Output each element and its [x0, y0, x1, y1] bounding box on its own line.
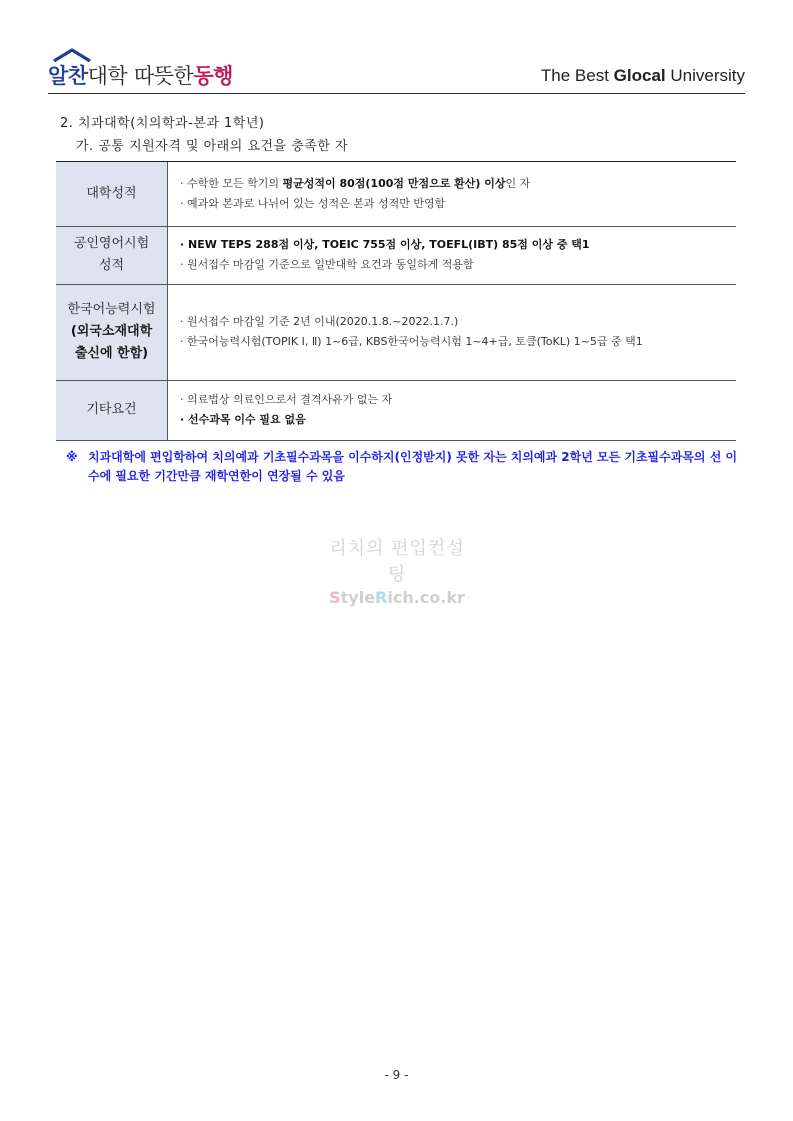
table-row-english [56, 226, 736, 284]
english-label-line1: 공인영어시험 [73, 236, 150, 251]
grades-line-2: · 예과와 본과로 나뉘어 있는 성적은 본과 성적만 반영함 [180, 196, 446, 210]
other-line-1: · 의료법상 의료인으로서 결격사유가 없는 자 [180, 393, 393, 406]
logo-part1: 알찬 [48, 64, 88, 88]
english-line-1: · NEW TEPS 288점 이상, TOEIC 755점 이상, TOEFL(IBT) 85점 이상 중 택1 [180, 238, 590, 251]
dental-note [66, 448, 742, 486]
english-line-2: · 원서접수 마감일 기준으로 일반대학 요건과 동일하게 적용함 [180, 258, 474, 271]
row-content-english [168, 226, 737, 284]
english-label-line2: 성적 [98, 258, 125, 273]
logo-part3: 따뜻한 [133, 64, 194, 88]
table-row-other [56, 380, 736, 440]
logo-part2: 대학 [87, 64, 128, 88]
note-text: 치과대학에 편입학하여 치의예과 기초필수과목을 이수하지(인정받지) 못한 자는 치의예과 2학년 모든 기초필수과목의 선 이수에 필요한 기간만큼 재학연한이 연장될 수 있음 [88, 450, 738, 483]
page-number: - 9 - [384, 1068, 409, 1082]
korean-label-line3: 출신에 한함) [74, 346, 149, 361]
section-title: 2. 치과대학(치의학과-본과 1학년) [60, 116, 265, 131]
header-divider [48, 93, 745, 94]
grades-line1-pre: · 수학한 모든 학기의 [180, 176, 283, 190]
row-content-korean [168, 284, 737, 380]
watermark-r: R [375, 588, 388, 607]
logo-part4: 동행 [193, 64, 233, 88]
logo-text [48, 60, 233, 90]
watermark-rest: ich.co.kr [387, 588, 465, 607]
requirements-table [56, 162, 736, 441]
row-content-grades [168, 162, 737, 226]
watermark-domain [322, 588, 472, 607]
korean-label-line1: 한국어능력시험 [67, 302, 156, 317]
grades-line-1 [180, 174, 736, 194]
korean-label-line2: (외국소재대학 [70, 324, 153, 339]
row-content-other [168, 380, 737, 440]
tagline-pre: The Best [540, 66, 614, 85]
korean-line-2: · 한국어능력시험(TOPIK Ⅰ, Ⅱ) 1~6급, KBS한국어능력시험 1~4+급, 토클(ToKL) 1~5급 중 택1 [180, 335, 643, 348]
korean-line-1: · 원서접수 마감일 기준 2년 이내(2020.1.8.~2022.1.7.) [180, 315, 459, 328]
university-tagline [541, 66, 745, 86]
watermark-tyle: tyle [340, 588, 376, 607]
section-subtitle: 가. 공통 지원자격 및 아래의 요건을 충족한 자 [76, 139, 349, 154]
row-label-korean [56, 284, 168, 380]
page-header [0, 0, 793, 96]
table-row-grades [56, 162, 736, 226]
watermark-korean: 리치의 편입컨설팅 [329, 538, 465, 585]
note-mark: ※ [66, 450, 78, 464]
row-label-english [56, 226, 168, 284]
watermark-s: S [329, 588, 341, 607]
table-row-korean [56, 284, 736, 380]
row-label-other: 기타요건 [56, 380, 168, 440]
watermark [322, 534, 472, 607]
row-label-grades: 대학성적 [56, 162, 168, 226]
grades-line1-post: 인 자 [505, 176, 531, 190]
tagline-bold: Glocal [613, 66, 666, 85]
tagline-post: University [665, 66, 745, 85]
grades-line1-bold: 평균성적이 80점(100점 만점으로 환산) 이상 [282, 176, 506, 190]
other-line-2: · 선수과목 이수 필요 없음 [180, 413, 306, 426]
